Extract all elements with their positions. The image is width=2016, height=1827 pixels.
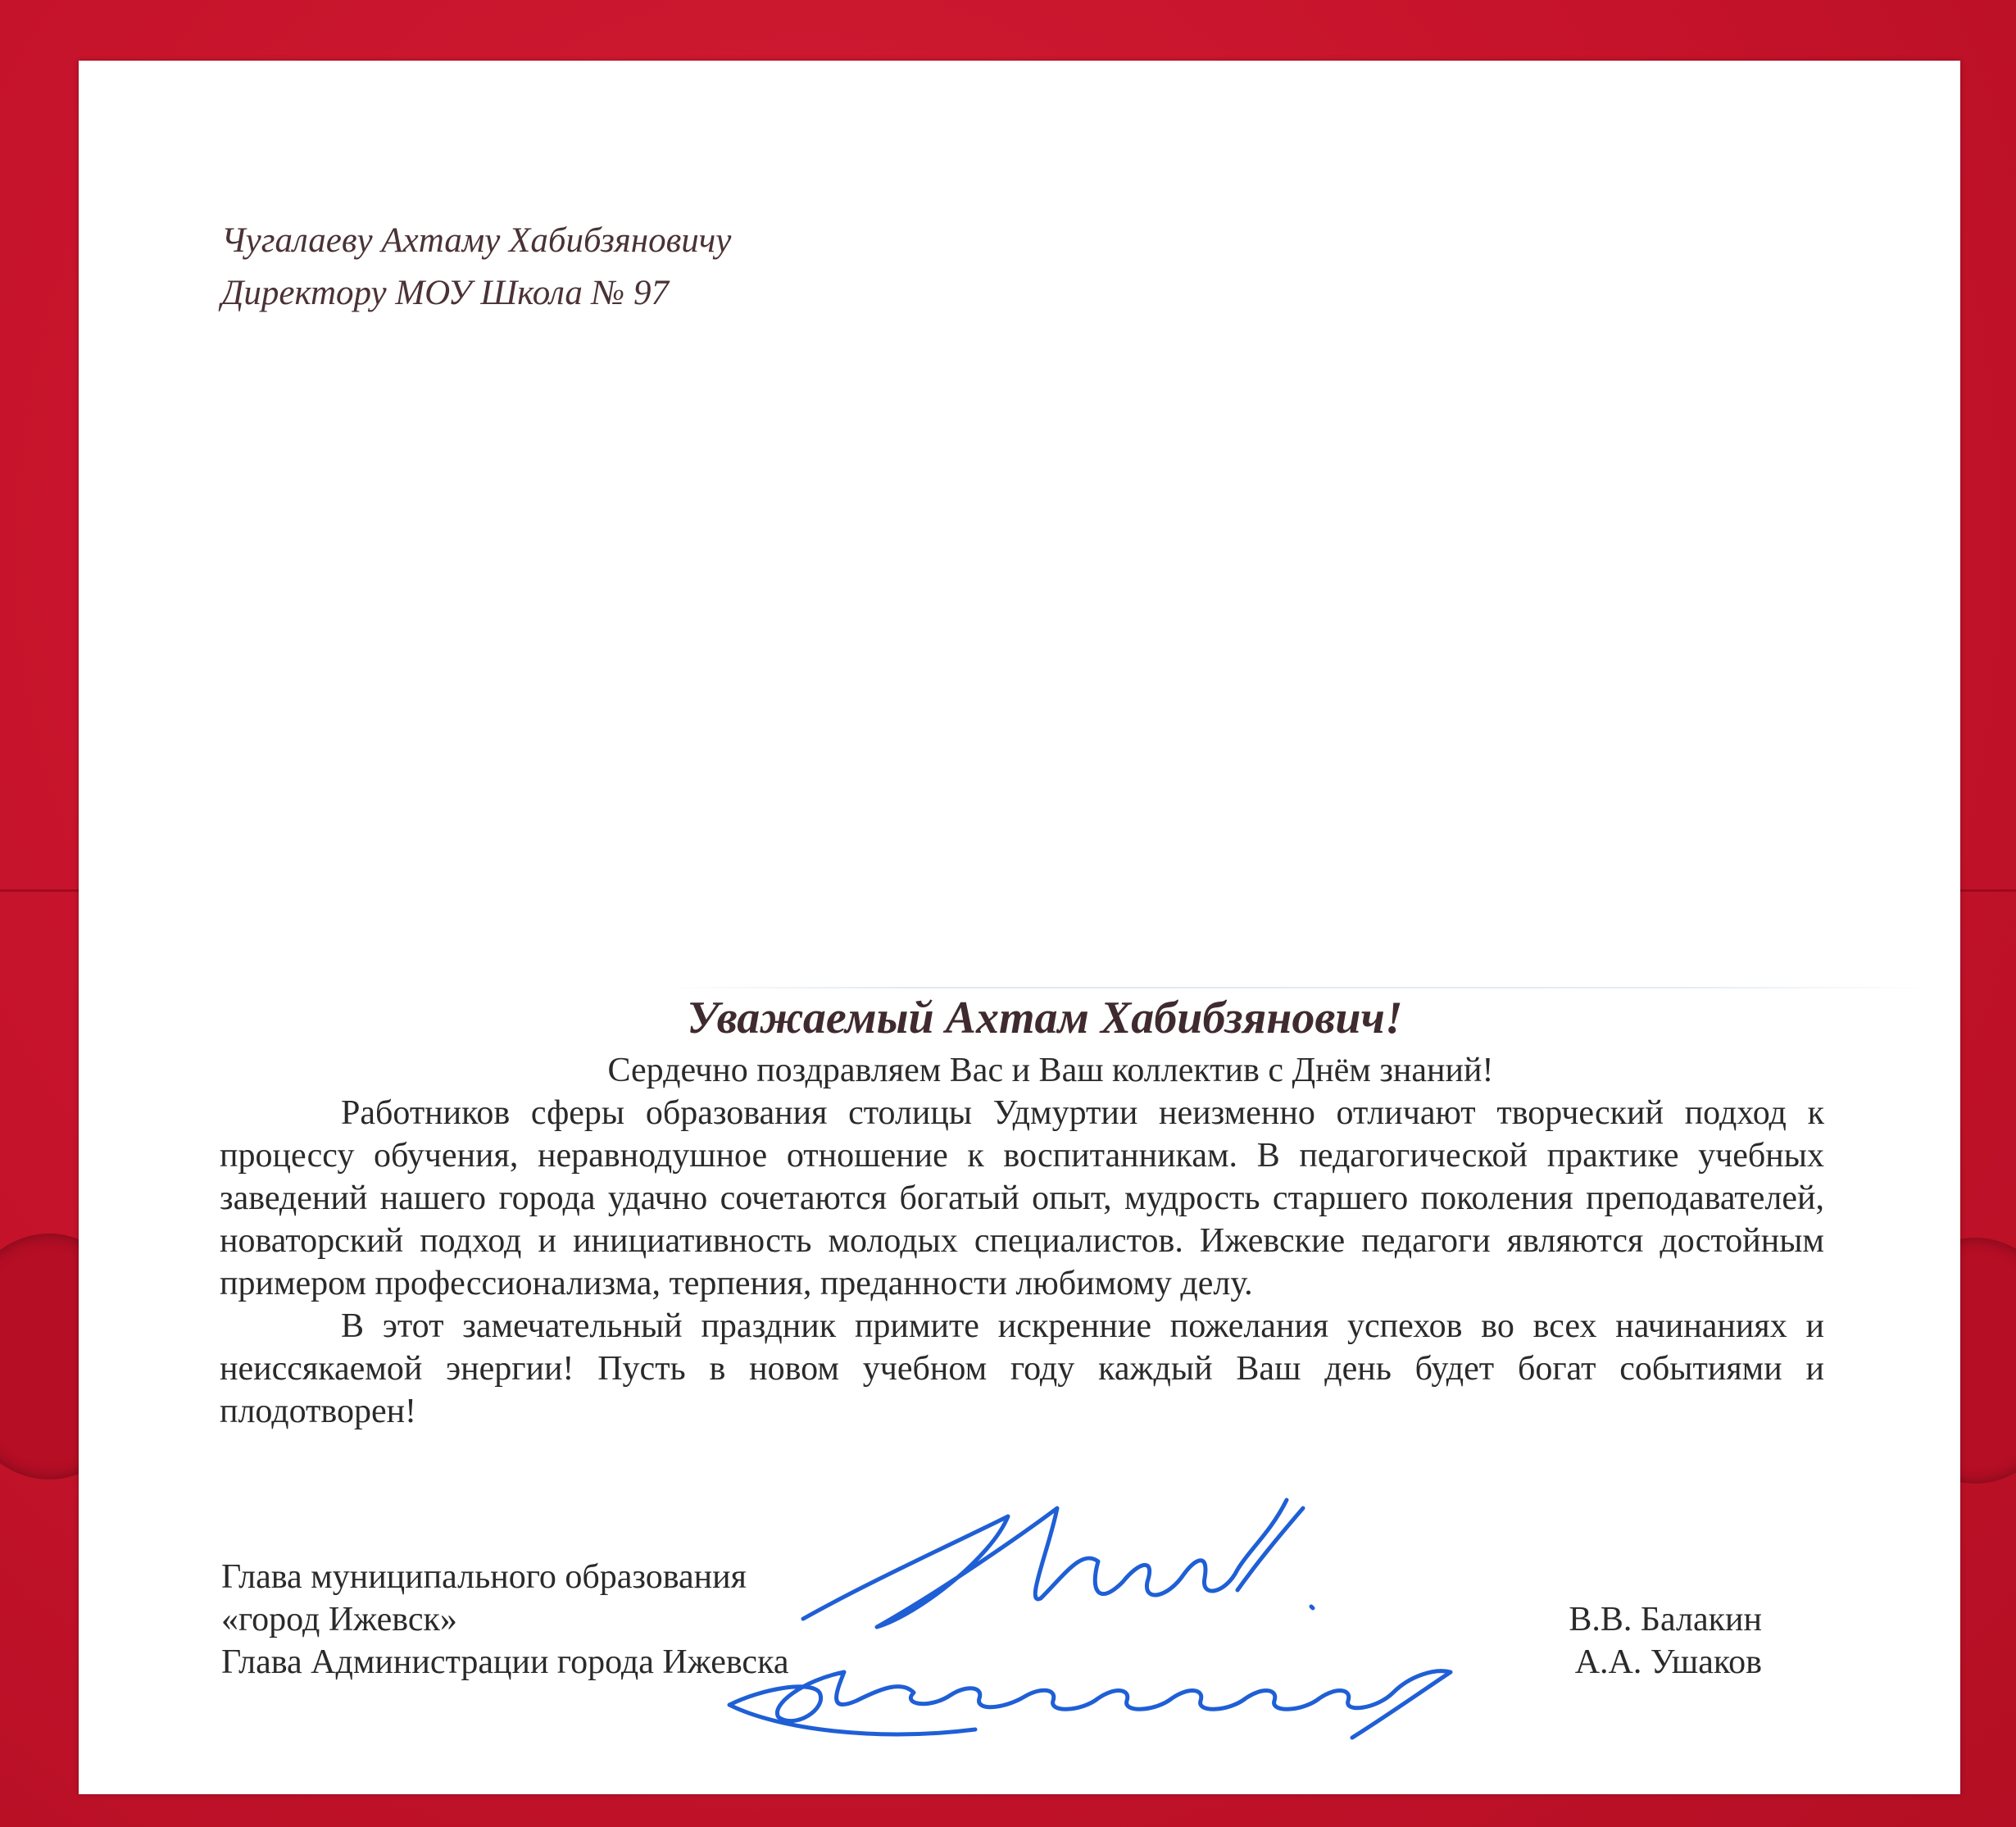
- signature-ushakov: [729, 1671, 1451, 1738]
- signatory-name: В.В. Балакин: [1569, 1601, 1762, 1638]
- recipient-name: Чугалаеву Ахтаму Хабибзяновичу: [221, 221, 732, 260]
- letter-body: [220, 1049, 1824, 1433]
- signatory-titles: [221, 1556, 789, 1684]
- letter-paragraph: Работников сферы образования столицы Удмуртии неизменно отличают творческий подход к процессу обучения, неравнодушное отношение к воспитанникам. В педагогической практике учебных заведений нашего города удачно сочетаются богатый опыт, мудрость старшего поколения преподавателей, новаторский подход и инициативность молодых специалистов. Ижевские педагоги являются достойным примером профессионализма, терпения, преданности любимому делу.: [220, 1094, 1824, 1302]
- recipient-position: Директору МОУ Школа № 97: [221, 274, 669, 312]
- signatory-title-line: Глава Администрации города Ижевска: [221, 1643, 789, 1681]
- letter-paragraph: В этот замечательный праздник примите искренние пожелания успехов во всех начинаниях и неиссякаемой энергии! Пусть в новом учебном году каждый Ваш день будет богат событиями и плодотворен!: [220, 1307, 1824, 1430]
- signatory-title-line: «город Ижевск»: [221, 1601, 457, 1638]
- signature-balakin: [803, 1500, 1313, 1627]
- card-fold-line: [661, 987, 1939, 988]
- recipient-block: [221, 215, 731, 320]
- signatory-name: А.А. Ушаков: [1574, 1643, 1762, 1681]
- letter-paragraph: Сердечно поздравляем Вас и Ваш коллектив с Днём знаний!: [607, 1052, 1494, 1089]
- letter-greeting: Уважаемый Ахтам Хабибзянович!: [687, 993, 1403, 1043]
- handwritten-signatures: [713, 1484, 1631, 1754]
- signatory-title-line: Глава муниципального образования: [221, 1558, 747, 1596]
